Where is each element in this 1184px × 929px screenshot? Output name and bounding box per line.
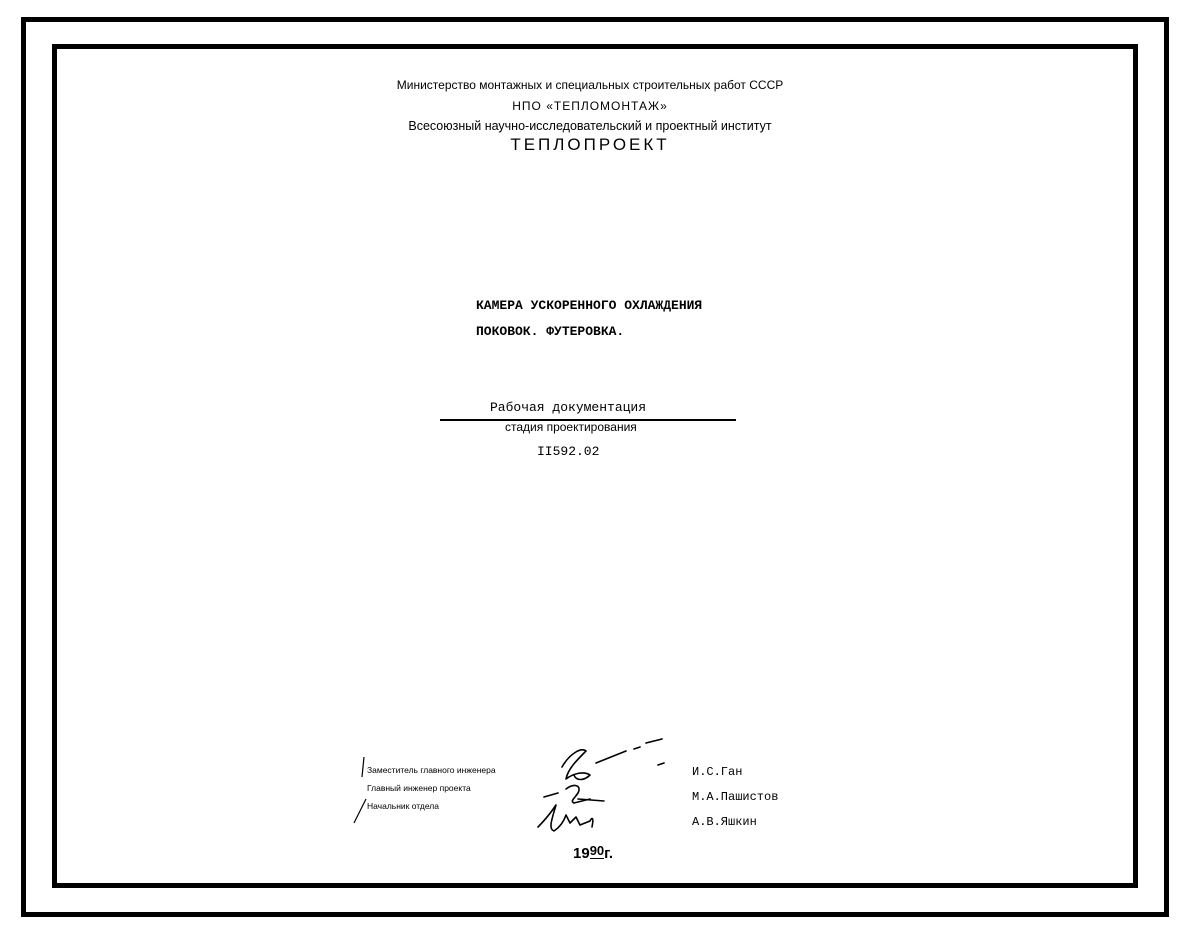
document-title-line-2: ПОКОВОК. ФУТЕРОВКА. — [476, 324, 625, 339]
document-code: II592.02 — [537, 444, 600, 459]
institute-name: ТЕПЛОПРОЕКТ — [510, 135, 670, 154]
document-title-line-1: КАМЕРА УСКОРЕННОГО ОХЛАЖДЕНИЯ — [476, 298, 703, 313]
institute-line: Всесоюзный научно-исследовательский и проектный институт — [408, 119, 772, 133]
signatory-name: А.В.Яшкин — [692, 815, 757, 829]
signatory-name: И.С.Ган — [692, 765, 743, 779]
npo-line: НПО «ТЕПЛОМОНТАЖ» — [512, 99, 668, 113]
year-suffix: г. — [604, 845, 614, 862]
signatory-role: Начальник отдела — [367, 801, 439, 811]
year-prefix: 19 — [573, 845, 590, 862]
ministry-line: Министерство монтажных и специальных строительных работ СССР — [396, 78, 784, 92]
document-year — [573, 845, 613, 862]
signatory-role: Главный инженер проекта — [367, 783, 471, 793]
documentation-type: Рабочая документация — [490, 400, 647, 415]
signatory-name: М.А.Пашистов — [692, 790, 779, 804]
year-digits: 90 — [589, 843, 605, 858]
role-bracket-mark — [352, 755, 368, 825]
signatory-role: Заместитель главного инженера — [367, 765, 496, 775]
handwritten-signatures — [530, 735, 680, 845]
stage-caption: стадия проектирования — [505, 420, 637, 434]
